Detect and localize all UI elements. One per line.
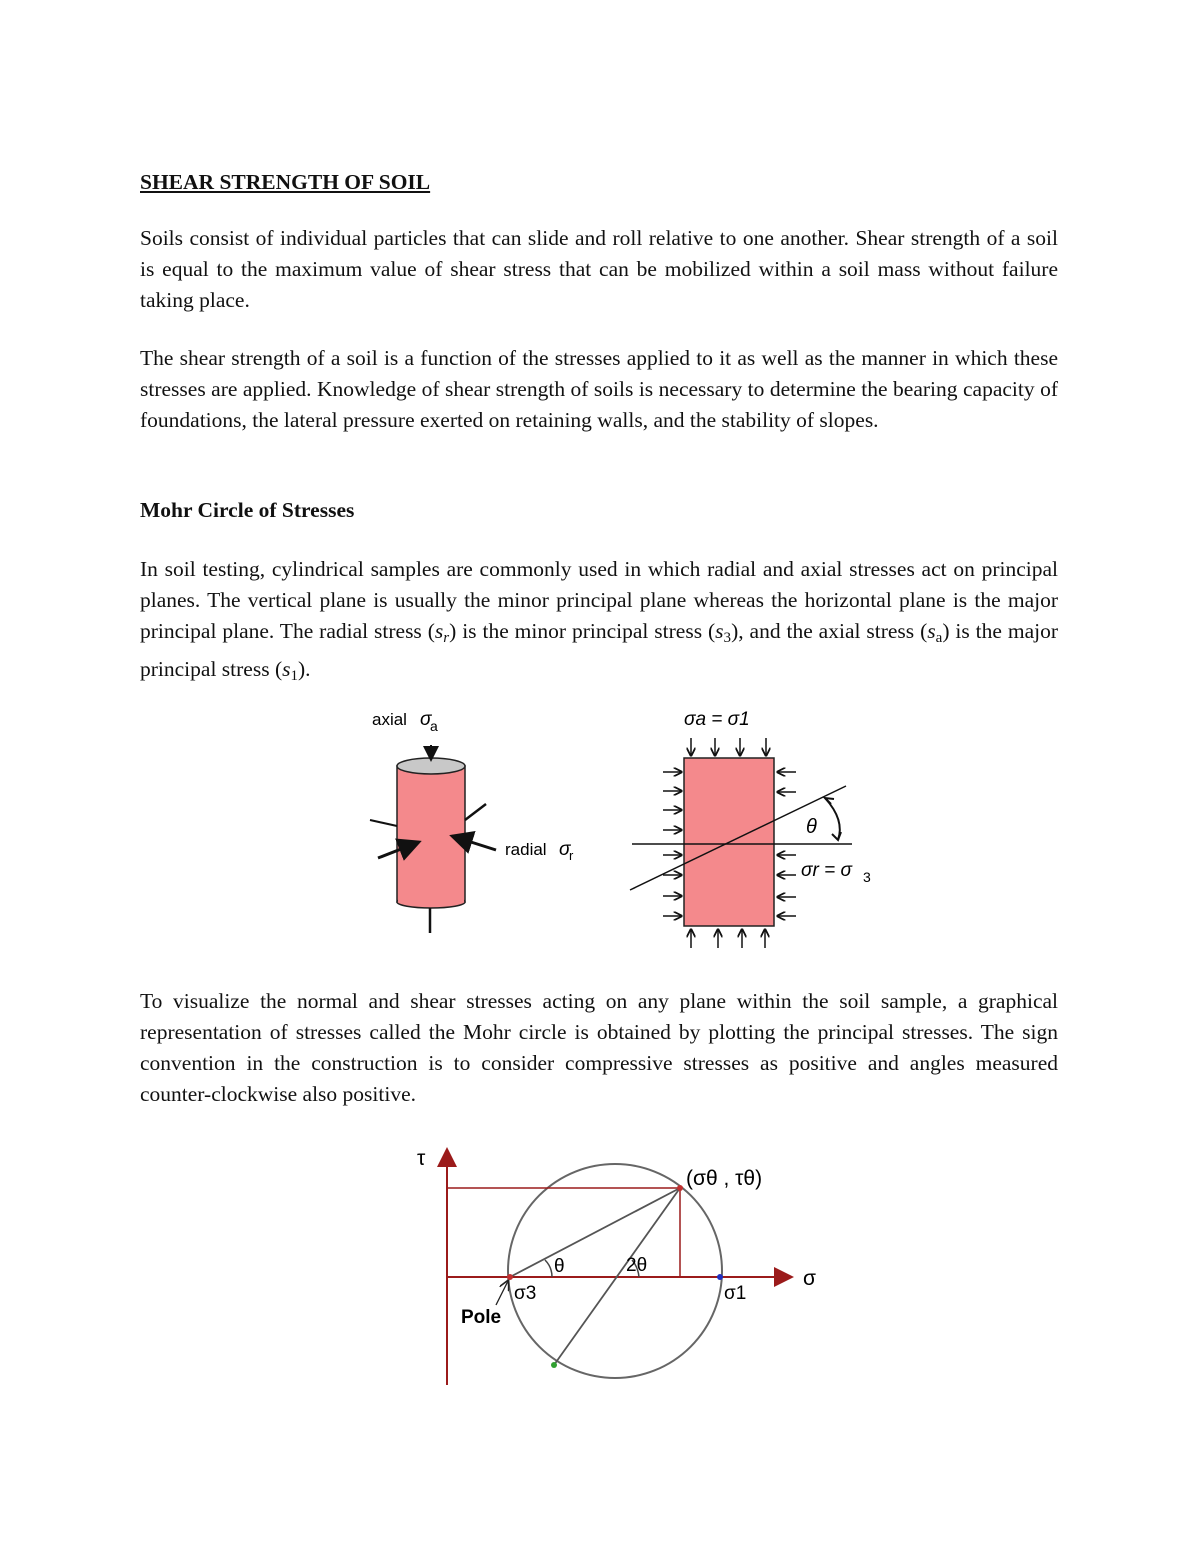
radial-line-right [465, 804, 486, 820]
pole-label: Pole [461, 1307, 502, 1328]
paragraph-intro: Soils consist of individual particles that can slide and roll relative to one another. Shear strength of a soil is equal to the maximum value of shear stress that can be mobilized within a soil mass without failure taking place. [140, 226, 1058, 312]
two-theta-label: 2θ [626, 1255, 648, 1276]
symbol-s-3: s [715, 619, 724, 643]
text-run: ). [298, 656, 311, 681]
mohr-circle [508, 1164, 722, 1378]
axial-subscript: a [430, 718, 438, 734]
page-title: SHEAR STRENGTH OF SOIL [140, 170, 431, 194]
cylinder-bottom-fill [398, 895, 464, 902]
sigma3-label: σ3 [514, 1283, 537, 1304]
symbol-s-1: s [282, 656, 291, 681]
theta-label: θ [554, 1256, 565, 1277]
theta-arc-head-bottom [832, 832, 841, 840]
bottom-arrows [691, 930, 765, 948]
sigma-axis-label: σ [803, 1267, 816, 1290]
paragraph-mohr-circle: To visualize the normal and shear stresses acting on any plane within the soil sample, a graphical representation of stresses called the Mohr circle is obtained by plotting the principal stresses. The sign convention in the construction is to consider compressive stresses as positive and angles measured counter-clockwise also positive. [140, 989, 1058, 1106]
top-arrows [691, 738, 766, 755]
symbol-subscript: 3 [723, 629, 732, 646]
side-equation-subscript: 3 [863, 869, 871, 885]
text-run: In soil testing, cylindrical samples are commonly used in which radial and axial stresses act on principal planes. The vertical plane is usually the minor principal plane whereas the horizontal plane is the major principal plane. The radial stress ( [140, 557, 1058, 643]
pole-to-point-line [510, 1188, 680, 1277]
symbol-s-a: s [927, 619, 936, 643]
top-equation: σa = σ1 [684, 709, 750, 730]
symbol-subscript: a [935, 629, 943, 646]
symbol-subscript: 1 [290, 667, 299, 684]
radial-sigma: σ [559, 839, 571, 860]
radial-line-left [370, 820, 397, 826]
symbol-s-r: s [434, 619, 444, 643]
point-label: (σθ , τθ) [686, 1167, 763, 1190]
figure-sample-stresses [360, 700, 890, 960]
theta-label: θ [806, 816, 817, 838]
section-heading: Mohr Circle of Stresses [140, 498, 355, 522]
sigma1-point [717, 1274, 723, 1280]
theta-arc [545, 1260, 552, 1277]
text-run: ) is the major principal stress ( [140, 619, 1059, 681]
paragraph-principal-stresses [140, 554, 1058, 692]
text-run: ), and the axial stress ( [731, 619, 928, 643]
tau-axis-label: τ [417, 1147, 426, 1170]
cylinder-sample [370, 709, 574, 933]
radial-label: radial [505, 840, 547, 859]
figure-mohr-circle [380, 1135, 850, 1400]
pole-point [507, 1274, 513, 1280]
paragraph-shear-strength: The shear strength of a soil is a function of the stresses applied to it as well as the manner in which these stresses are applied. Knowledge of shear strength of soils is necessary to determine the bearing capacity of foundations, the lateral pressure exerted on retaining walls, and the stability of slopes. [140, 346, 1058, 432]
point-sigma-theta [677, 1185, 683, 1191]
sigma1-label: σ1 [724, 1283, 747, 1304]
cylinder-body [397, 766, 465, 902]
cylinder-top-cap [397, 758, 465, 774]
text-run: ) is the minor principal stress ( [449, 619, 716, 643]
side-equation: σr = σ [801, 860, 852, 881]
axial-label: axial [372, 710, 407, 729]
axial-sigma: σ [420, 709, 432, 730]
radial-subscript: r [569, 848, 574, 863]
symbol-subscript: r [443, 629, 450, 646]
pole-arrow [496, 1281, 508, 1305]
opposite-point [551, 1362, 557, 1368]
stress-element [630, 709, 871, 948]
